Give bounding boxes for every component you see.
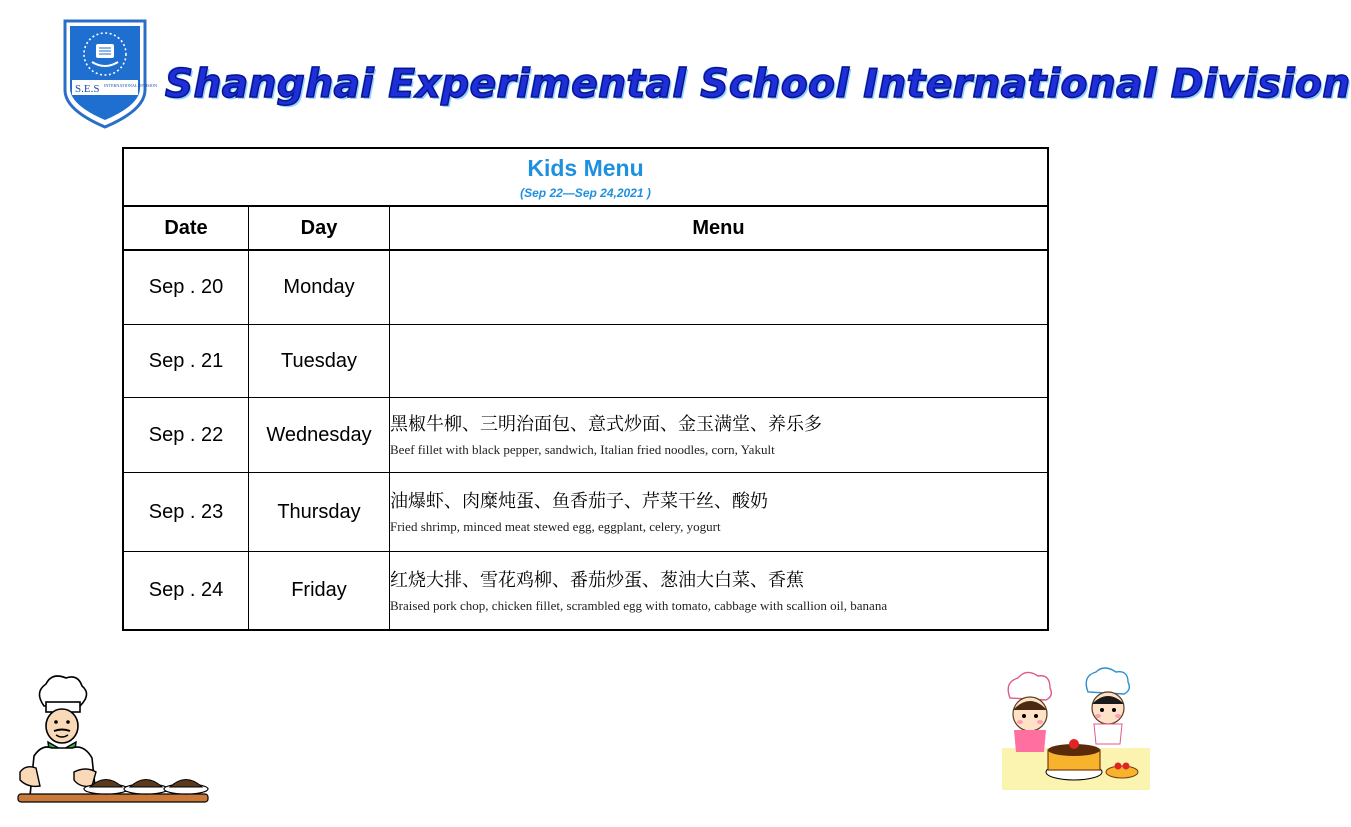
table-row [123,325,1048,398]
column-header-menu: Menu [390,206,1049,250]
table-caption [123,148,1048,206]
row-menu [390,552,1049,631]
menu-chinese: 红烧大排、雪花鸡柳、番茄炒蛋、葱油大白菜、香蕉 [390,569,804,591]
row-date: Sep . 22 [123,398,249,473]
row-date: Sep . 23 [123,473,249,552]
menu-english: Fried shrimp, minced meat stewed egg, eggplant, celery, yogurt [390,519,721,534]
menu-english: Braised pork chop, chicken fillet, scrambled egg with tomato, cabbage with scallion oil, banana [390,597,888,613]
row-date: Sep . 24 [123,552,249,631]
school-logo [62,18,157,130]
row-menu [390,473,1049,552]
row-day: Wednesday [249,398,390,473]
table-header-row [123,206,1048,250]
row-day: Tuesday [249,325,390,398]
school-name-title: Shanghai Experimental School International Division [165,62,1351,107]
menu-chinese: 油爆虾、肉糜炖蛋、鱼香茄子、芹菜干丝、酸奶 [390,491,768,512]
menu-title: Kids Menu [527,155,644,181]
row-menu [390,250,1049,325]
table-row [123,250,1048,325]
row-date: Sep . 20 [123,250,249,325]
menu-chinese: 黑椒牛柳、三明治面包、意式炒面、金玉满堂、养乐多 [390,414,822,435]
logo-subtext: INTERNATIONAL DIVISION [104,83,157,88]
logo-text: S.E.S [75,83,100,95]
table-caption-row [123,148,1048,206]
table-row [123,473,1048,552]
menu-date-range: (Sep 22—Sep 24,2021 ) [520,186,651,200]
table-row [123,398,1048,473]
row-date: Sep . 21 [123,325,249,398]
row-day: Friday [249,552,390,631]
row-day: Thursday [249,473,390,552]
row-menu [390,398,1049,473]
kids-baking-illustration [1000,668,1152,794]
row-menu [390,325,1049,398]
column-header-day: Day [249,206,390,250]
chef-illustration [12,668,212,818]
row-day: Monday [249,250,390,325]
kids-menu-table [122,147,1049,631]
menu-english: Beef fillet with black pepper, sandwich, Italian fried noodles, corn, Yakult [390,442,775,457]
column-header-date: Date [123,206,249,250]
table-row [123,552,1048,631]
